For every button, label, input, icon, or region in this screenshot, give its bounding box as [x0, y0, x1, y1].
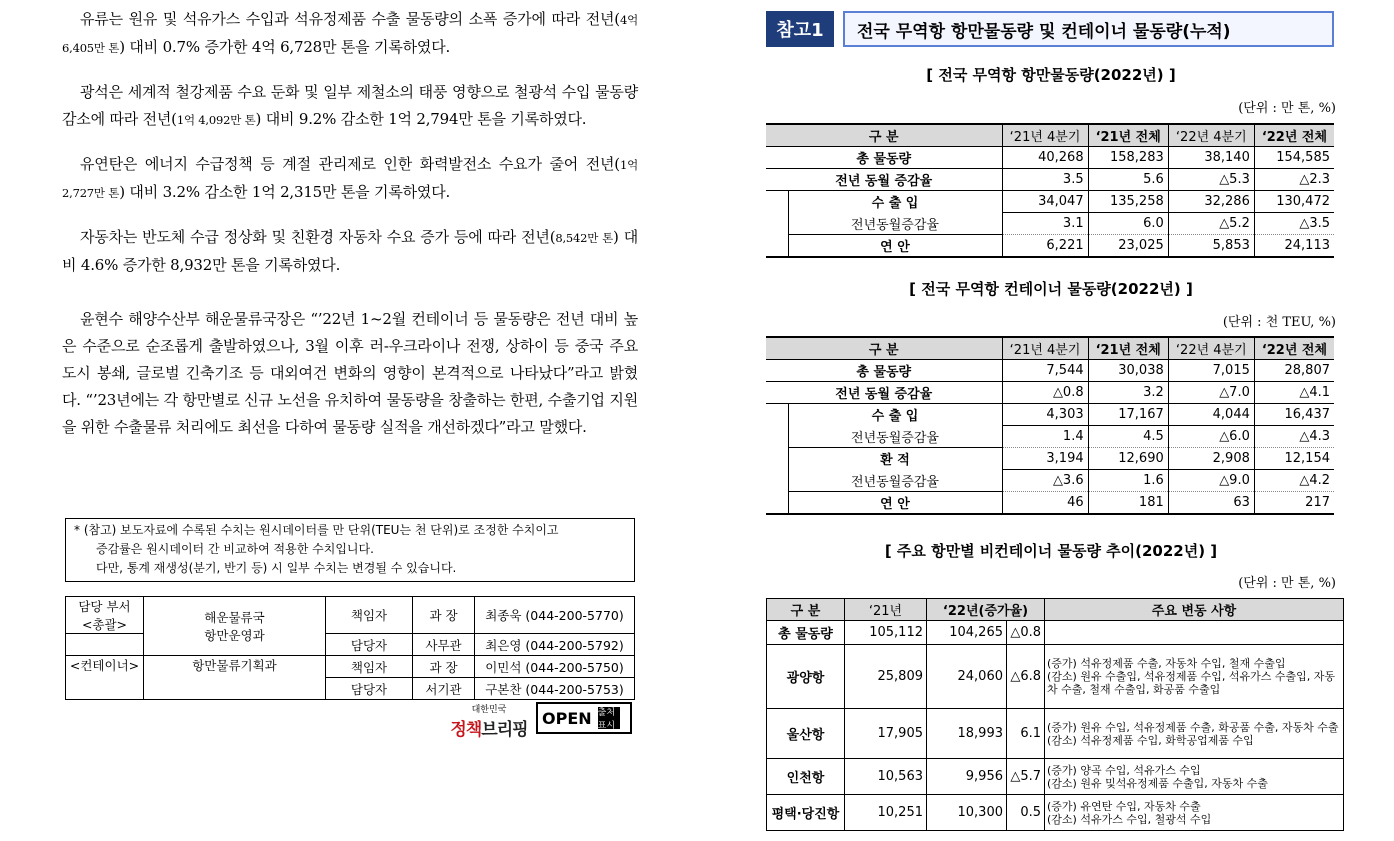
value-cell: 154,585 — [1254, 147, 1334, 169]
indent-cell — [766, 492, 788, 515]
value-cell: △4.3 — [1254, 426, 1334, 448]
growth-rate: △6.8 — [1007, 645, 1045, 709]
dept-cell: <컨테이너> — [66, 656, 144, 700]
contact-cell: 구본찬 (044-200-5753) — [475, 678, 635, 700]
footnote-line: 증감률은 원시데이터 간 비교하여 적용한 수치입니다. — [96, 542, 374, 556]
value-cell: 217 — [1254, 492, 1334, 515]
value-cell: △5.3 — [1168, 169, 1254, 191]
dept-name: 해운물류국 항만운영과 — [144, 597, 326, 656]
table3-title: [ 주요 항만별 비컨테이너 물동량 추이(2022년) ] — [884, 542, 1218, 560]
title-cell: 서기관 — [413, 678, 475, 700]
change-line: (감소) 석유가스 수입, 철광석 수입 — [1047, 812, 1212, 826]
value-cell: 63 — [1168, 492, 1254, 515]
value-2021: 17,905 — [845, 709, 927, 759]
table-row — [767, 759, 1344, 795]
port-name: 평택·당진항 — [767, 795, 845, 831]
value-cell: 12,154 — [1254, 448, 1334, 470]
value-cell: △0.8 — [1002, 382, 1088, 404]
value-2022: 104,265 — [927, 621, 1007, 645]
port-name: 울산항 — [767, 709, 845, 759]
table-row — [767, 621, 1344, 645]
row-label: 연 안 — [788, 492, 1002, 515]
title-cell: 과 장 — [413, 597, 475, 634]
value-cell: 4,303 — [1002, 404, 1088, 426]
value-cell: 181 — [1088, 492, 1168, 515]
value-2022: 10,300 — [927, 795, 1007, 831]
indent-cell — [766, 213, 788, 235]
row-label: 환 적 — [788, 448, 1002, 470]
row-label: 연 안 — [788, 235, 1002, 258]
logos — [450, 702, 632, 738]
title-cell: 사무관 — [413, 634, 475, 656]
value-cell: 17,167 — [1088, 404, 1168, 426]
contact-table — [65, 596, 635, 700]
header-cell: ‘22년 4분기 — [1168, 337, 1254, 360]
change-line: (증가) 원유 수입, 석유정제품 수출, 화공품 수출, 자동차 수출 — [1047, 720, 1339, 734]
port-name: 광양항 — [767, 645, 845, 709]
value-cell: 24,113 — [1254, 235, 1334, 258]
value-2021: 10,251 — [845, 795, 927, 831]
header-cell: ‘22년 전체 — [1254, 124, 1334, 147]
value-cell: 3,194 — [1002, 448, 1088, 470]
row-label: 수 출 입 — [788, 191, 1002, 213]
table-row — [766, 382, 1334, 404]
value-cell: 30,038 — [1088, 360, 1168, 382]
value-cell: △3.5 — [1254, 213, 1334, 235]
port-name: 인천항 — [767, 759, 845, 795]
value-cell: 32,286 — [1168, 191, 1254, 213]
row-label: 총 물동량 — [766, 360, 1002, 382]
table3-unit: (단위 : 만 톤, %) — [1238, 576, 1336, 591]
header-cell: 구 분 — [767, 599, 845, 621]
row-label: 수 출 입 — [788, 404, 1002, 426]
table2-title: [ 전국 무역항 컨테이너 물동량(2022년) ] — [909, 280, 1193, 298]
value-cell: △9.0 — [1168, 470, 1254, 492]
reference-tag: 참고1 — [766, 11, 834, 47]
paragraph-coal: 유연탄은 에너지 수급정책 등 계절 관리제로 인한 화력발전소 수요가 줄어 전년(1억 2,727만 톤) 대비 3.2% 감소한 1억 2,315만 톤을 기록하였다. — [62, 155, 638, 201]
value-cell: 46 — [1002, 492, 1088, 515]
port-throughput-table — [766, 123, 1334, 258]
value-cell: 3.2 — [1088, 382, 1168, 404]
growth-rate: △5.7 — [1007, 759, 1045, 795]
header-cell: ‘22년 4분기 — [1168, 124, 1254, 147]
paragraph-quote: 윤현수 해양수산부 해운물류국장은 “’22년 1~2월 컨테이너 등 물동량은 전년 대비 높은 수준으로 순조롭게 출발하였으나, 3월 이후 러-우크라이나 전쟁, 상하이 등 중국 주요 도시 봉쇄, 글로벌 긴축기조 등 대외여건 변화의 영향이 본격적으로 나타났다”라고 밝혔다. “’23년에는 각 항만별로 신규 노선을 유치하여 물동량을 창출하는 한편, 수출기업 지원을 위한 수출물류 처리에도 최선을 다하여 물동량 실적을 개선하겠다”라고 말했다. — [62, 310, 638, 436]
change-notes — [1045, 795, 1344, 831]
change-line: (감소) 석유정제품 수입, 화학공업제품 수입 — [1047, 733, 1254, 747]
title-cell: 과 장 — [413, 656, 475, 678]
paragraph-car: 자동차는 반도체 수급 정상화 및 친환경 자동차 수요 증가 등에 따라 전년(8,542만 톤) 대비 4.6% 증가한 8,932만 톤을 기록하였다. — [62, 228, 638, 274]
value-cell: 130,472 — [1254, 191, 1334, 213]
value-2021: 10,563 — [845, 759, 927, 795]
contact-cell: 이민석 (044-200-5750) — [475, 656, 635, 678]
value-2022: 9,956 — [927, 759, 1007, 795]
reference-header — [766, 11, 1334, 47]
paragraph-oil: 유류는 원유 및 석유가스 수입과 석유정제품 수출 물동량의 소폭 증가에 따라 전년(4억 6,405만 톤) 대비 0.7% 증가한 4억 6,728만 톤을 기록하였다. — [62, 10, 638, 56]
value-cell: 158,283 — [1088, 147, 1168, 169]
value-cell: 135,258 — [1088, 191, 1168, 213]
value-cell: 38,140 — [1168, 147, 1254, 169]
value-cell: 7,544 — [1002, 360, 1088, 382]
row-label: 전년동월증감율 — [788, 213, 1002, 235]
value-cell: 34,047 — [1002, 191, 1088, 213]
header-cell: ‘21년 전체 — [1088, 124, 1168, 147]
header-cell: ‘22년 전체 — [1254, 337, 1334, 360]
open-license-logo: OPEN 출처표시 — [536, 702, 632, 734]
table-row — [766, 213, 1334, 235]
table-row — [766, 448, 1334, 470]
row-label: 총 물동량 — [766, 147, 1002, 169]
indent-cell — [766, 470, 788, 492]
table-row — [766, 147, 1334, 169]
value-cell: 6.0 — [1088, 213, 1168, 235]
value-cell: 3.5 — [1002, 169, 1088, 191]
value-cell: △6.0 — [1168, 426, 1254, 448]
header-cell: ‘21년 4분기 — [1002, 124, 1088, 147]
role-cell: 책임자 — [326, 597, 413, 634]
value-cell: △4.1 — [1254, 382, 1334, 404]
paragraph-ore: 광석은 세계적 철강제품 수요 둔화 및 일부 제철소의 태풍 영향으로 철광석 수입 물동량 감소에 따라 전년(1억 4,092만 톤) 대비 9.2% 감소한 1억 2,794만 톤을 기록하였다. — [62, 83, 638, 128]
growth-rate: 0.5 — [1007, 795, 1045, 831]
value-cell: △3.6 — [1002, 470, 1088, 492]
header-cell: ‘21년 전체 — [1088, 337, 1168, 360]
value-cell: △4.2 — [1254, 470, 1334, 492]
container-throughput-table — [766, 336, 1334, 515]
row-label: 전년동월증감율 — [788, 426, 1002, 448]
value-cell: 12,690 — [1088, 448, 1168, 470]
indent-cell — [766, 404, 788, 426]
dept-name: 항만물류기획과 — [144, 656, 326, 700]
role-cell: 담당자 — [326, 678, 413, 700]
role-cell: 책임자 — [326, 656, 413, 678]
growth-rate: △0.8 — [1007, 621, 1045, 645]
value-2022: 24,060 — [927, 645, 1007, 709]
value-cell: △5.2 — [1168, 213, 1254, 235]
table-row — [766, 492, 1334, 515]
footnote-line: 다만, 통계 재생성(분기, 반기 등) 시 일부 수치는 변경될 수 있습니다. — [96, 561, 457, 575]
table2-unit: (단위 : 천 TEU, %) — [1222, 315, 1336, 330]
table-row — [766, 470, 1334, 492]
change-line: (감소) 원유 및석유정제품 수출입, 자동차 수출 — [1047, 776, 1268, 790]
indent-cell — [766, 426, 788, 448]
value-cell: 6,221 — [1002, 235, 1088, 258]
header-cell: 구 분 — [766, 337, 1002, 360]
change-notes — [1045, 621, 1344, 645]
value-cell: 40,268 — [1002, 147, 1088, 169]
reference-title: 전국 무역항 항만물동량 및 컨테이너 물동량(누적) — [843, 11, 1334, 47]
role-cell: 담당자 — [326, 634, 413, 656]
row-label: 전년동월증감율 — [788, 470, 1002, 492]
value-cell: 2,908 — [1168, 448, 1254, 470]
table-row — [766, 191, 1334, 213]
port-name: 총 물동량 — [767, 621, 845, 645]
header-cell: 구 분 — [766, 124, 1002, 147]
footnote-line: * (참고) 보도자료에 수록된 수치는 원시데이터를 만 단위(TEU는 천 단위)로 조정한 수치이고 — [74, 523, 559, 537]
header-cell: 주요 변동 사항 — [1045, 599, 1344, 621]
change-notes — [1045, 759, 1344, 795]
value-cell: 23,025 — [1088, 235, 1168, 258]
table-row — [767, 645, 1344, 709]
change-line: (증가) 석유정제품 수출, 자동차 수입, 철재 수출입 — [1047, 657, 1286, 670]
header-cell: ‘22년(증가율) — [927, 599, 1045, 621]
change-line: (감소) 원유 수출입, 석유정제품 수입, 석유가스 수출입, 자동차 수출, 철재 수출입, 화공품 수출입 — [1047, 670, 1335, 696]
table-row — [767, 795, 1344, 831]
change-notes — [1045, 645, 1344, 709]
value-cell: 1.4 — [1002, 426, 1088, 448]
table-row — [767, 709, 1344, 759]
non-container-table — [766, 598, 1344, 831]
value-cell: 5.6 — [1088, 169, 1168, 191]
table-row — [766, 404, 1334, 426]
header-cell: ‘21년 4분기 — [1002, 337, 1088, 360]
value-cell: 3.1 — [1002, 213, 1088, 235]
footnote-box — [65, 518, 635, 582]
value-cell: 28,807 — [1254, 360, 1334, 382]
value-cell: 16,437 — [1254, 404, 1334, 426]
growth-rate: 6.1 — [1007, 709, 1045, 759]
value-cell: 7,015 — [1168, 360, 1254, 382]
change-line: (증가) 유연탄 수입, 자동차 수출 — [1047, 799, 1201, 813]
table1-unit: (단위 : 만 톤, %) — [1238, 101, 1336, 116]
value-cell: 1.6 — [1088, 470, 1168, 492]
indent-cell — [766, 235, 788, 258]
value-2022: 18,993 — [927, 709, 1007, 759]
indent-cell — [766, 191, 788, 213]
change-notes — [1045, 709, 1344, 759]
table-row — [766, 235, 1334, 258]
dept-cell — [66, 634, 144, 656]
dept-cell: 담당 부서 <총괄> — [66, 597, 144, 634]
header-cell: ‘21년 — [845, 599, 927, 621]
table1-title: [ 전국 무역항 항만물동량(2022년) ] — [926, 66, 1176, 84]
change-line: (증가) 양곡 수입, 석유가스 수입 — [1047, 763, 1201, 777]
contact-cell: 최은영 (044-200-5792) — [475, 634, 635, 656]
value-2021: 25,809 — [845, 645, 927, 709]
row-label: 전년 동월 증감율 — [766, 382, 1002, 404]
value-cell: 5,853 — [1168, 235, 1254, 258]
contact-cell: 최종욱 (044-200-5770) — [475, 597, 635, 634]
indent-cell — [766, 448, 788, 470]
left-column — [62, 6, 638, 458]
row-label: 전년 동월 증감율 — [766, 169, 1002, 191]
value-cell: 4.5 — [1088, 426, 1168, 448]
value-cell: 4,044 — [1168, 404, 1254, 426]
value-2021: 105,112 — [845, 621, 927, 645]
table-row — [766, 360, 1334, 382]
attribution-icon: 출처표시 — [598, 707, 620, 729]
table-row — [766, 169, 1334, 191]
policy-briefing-logo: 대한민국 정책브리핑 — [450, 705, 528, 740]
value-cell: △7.0 — [1168, 382, 1254, 404]
value-cell: △2.3 — [1254, 169, 1334, 191]
table-row — [766, 426, 1334, 448]
